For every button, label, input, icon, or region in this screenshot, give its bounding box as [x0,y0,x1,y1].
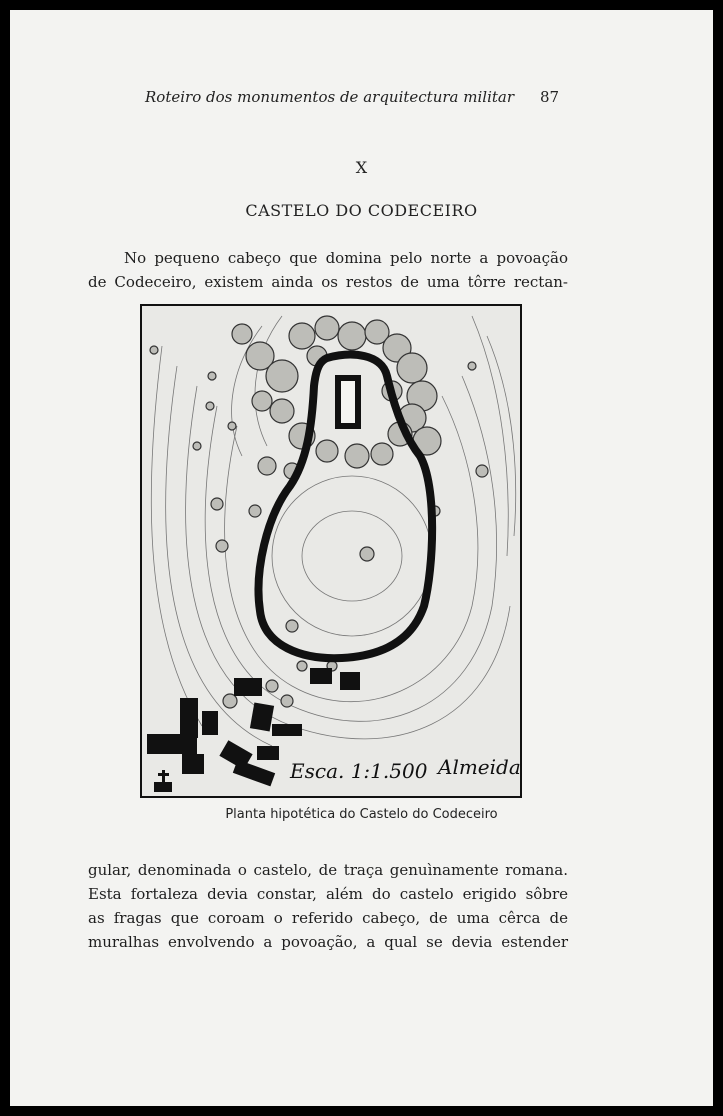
paragraph-line: de Codeceiro, existem ainda os restos de uma tôrre rectan- [88,273,568,291]
figure-caption: Planta hipotética do Castelo do Codeceiro [225,807,498,822]
paragraph-line: as fragas que coroam o referido cabeço, de uma cêrca de [88,909,568,927]
paragraph-line: No pequeno cabeço que domina pelo norte a povoação [124,249,568,267]
castle-plan-drawing [142,306,520,796]
paragraph-continued [88,858,568,954]
signature: Almeida [438,755,520,779]
page [10,10,713,1106]
roman-tower [338,378,358,426]
scale-label: Esca. 1:1.500 [290,759,428,783]
paragraph-line: gular, denominada o castelo, de traça genuìnamente romana. [88,861,568,879]
chapel-cross-icon [154,770,172,792]
contour-lines [151,316,515,746]
section-heading: CASTELO DO CODECEIRO [245,201,478,220]
chapter-number: X [355,158,368,177]
paragraph-intro [88,246,568,294]
paragraph-line: muralhas envolvendo a povoação, a qual se devia estender [88,933,568,951]
paragraph-line: Esta fortaleza devia constar, além do castelo erigido sôbre [88,885,568,903]
running-title: Roteiro dos monumentos de arquitectura militar [145,88,515,106]
castle-plan-figure [140,304,522,798]
page-number: 87 [540,88,560,106]
